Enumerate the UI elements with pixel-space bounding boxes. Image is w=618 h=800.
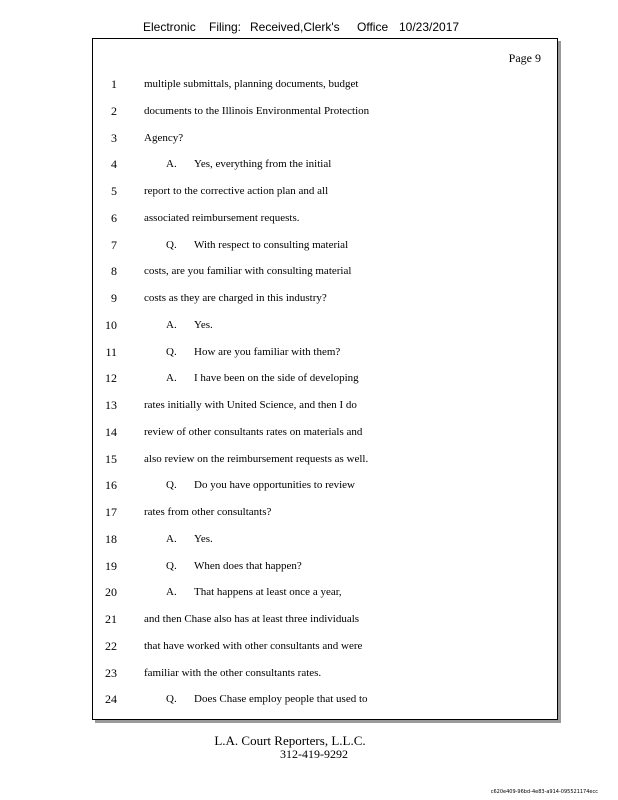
line-text [144, 289, 327, 307]
line-body: Does Chase employ people that used to [194, 693, 368, 706]
line-text [144, 610, 359, 628]
footer-company: L.A. Court Reporters, L.L.C. [214, 733, 366, 748]
filing-header-word: Electronic [143, 20, 196, 34]
qa-label: Q. [166, 345, 177, 358]
line-number: 9 [111, 291, 117, 305]
line-body: Yes. [194, 318, 213, 331]
line-text [144, 450, 368, 468]
line-text [144, 75, 358, 93]
qa-label: A. [166, 318, 177, 331]
line-text [144, 423, 362, 441]
line-text [144, 209, 299, 227]
line-text [166, 557, 302, 575]
line-text [166, 476, 355, 494]
line-body: also review on the reimbursement requests as well. [144, 452, 369, 465]
line-number: 17 [105, 505, 117, 519]
line-body: Yes, everything from the initial [194, 158, 332, 171]
line-number: 7 [111, 237, 117, 252]
line-body: documents to the Illinois Environmental Protection [144, 104, 370, 117]
line-number: 18 [105, 531, 117, 546]
line-number: 13 [105, 398, 117, 412]
line-body: Do you have opportunities to review [194, 479, 355, 492]
line-number: 15 [105, 451, 117, 466]
line-body: With respect to consulting material [194, 238, 349, 251]
line-body: review of other consultants rates on materials and [144, 425, 363, 438]
line-text [166, 316, 213, 334]
line-text [144, 102, 369, 120]
filing-header-word: Filing: [209, 20, 242, 34]
line-body: report to the corrective action plan and all [144, 185, 329, 197]
line-text [166, 583, 342, 601]
line-number: 1 [111, 77, 117, 91]
line-text [144, 637, 362, 655]
line-number: 11 [105, 344, 117, 359]
line-body: rates from other consultants? [144, 506, 272, 518]
line-body: costs, are you familiar with consulting material [144, 265, 352, 278]
line-number: 22 [105, 638, 117, 653]
qa-label: Q. [166, 479, 177, 492]
line-number: 10 [105, 317, 117, 332]
line-body: rates initially with United Science, and then I do [144, 399, 357, 411]
line-body: That happens at least once a year, [194, 586, 342, 599]
line-text [144, 664, 321, 682]
page-number: Page 9 [508, 51, 541, 65]
line-number: 5 [111, 184, 117, 198]
line-number: 3 [111, 130, 117, 145]
line-text [144, 503, 271, 521]
qa-label: Q. [166, 559, 177, 572]
line-number: 23 [105, 665, 117, 680]
line-body: Agency? [144, 131, 184, 144]
line-text [144, 262, 351, 280]
line-number: 20 [105, 585, 117, 600]
line-text [144, 182, 328, 200]
line-body: I have been on the side of developing [194, 372, 359, 385]
line-number: 8 [111, 264, 117, 279]
line-body: familiar with the other consultants rates. [144, 666, 322, 679]
line-number: 14 [105, 424, 117, 439]
line-number: 19 [105, 558, 117, 573]
transcript-page [92, 38, 558, 720]
line-text [166, 690, 368, 708]
line-number: 21 [105, 612, 117, 626]
line-body: When does that happen? [194, 559, 302, 572]
filing-header-date: 10/23/2017 [399, 20, 460, 34]
line-body: associated reimbursement requests. [144, 211, 300, 224]
qa-label: Q. [166, 693, 177, 706]
line-number: 2 [111, 103, 117, 118]
line-body: multiple submittals, planning documents, budget [144, 78, 359, 90]
qa-label: Q. [166, 238, 177, 251]
line-text [166, 236, 348, 254]
qa-label: A. [166, 158, 177, 171]
document-hash: c620e409-96bd-4e83-a914-095521174ecc [490, 789, 598, 795]
qa-label: A. [166, 372, 177, 385]
line-number: 4 [111, 157, 117, 172]
qa-label: A. [166, 586, 177, 599]
line-text [166, 155, 331, 173]
line-number: 16 [105, 478, 117, 493]
line-body: and then Chase also has at least three individuals [144, 613, 360, 625]
line-number: 24 [105, 692, 117, 707]
footer-phone: 312-419-9292 [280, 747, 348, 761]
line-text [144, 129, 183, 147]
line-body: Yes. [194, 532, 213, 545]
line-text [166, 530, 213, 548]
line-body: that have worked with other consultants and were [144, 639, 363, 652]
line-text [166, 369, 359, 387]
line-text [166, 343, 340, 361]
filing-header-word: Received,Clerk's [250, 20, 340, 34]
line-number: 12 [105, 371, 117, 386]
line-text [144, 396, 357, 414]
filing-header-word: Office [357, 20, 389, 34]
line-body: costs as they are charged in this industry? [144, 292, 327, 304]
line-number: 6 [111, 210, 117, 225]
line-body: How are you familiar with them? [194, 345, 341, 358]
qa-label: A. [166, 532, 177, 545]
